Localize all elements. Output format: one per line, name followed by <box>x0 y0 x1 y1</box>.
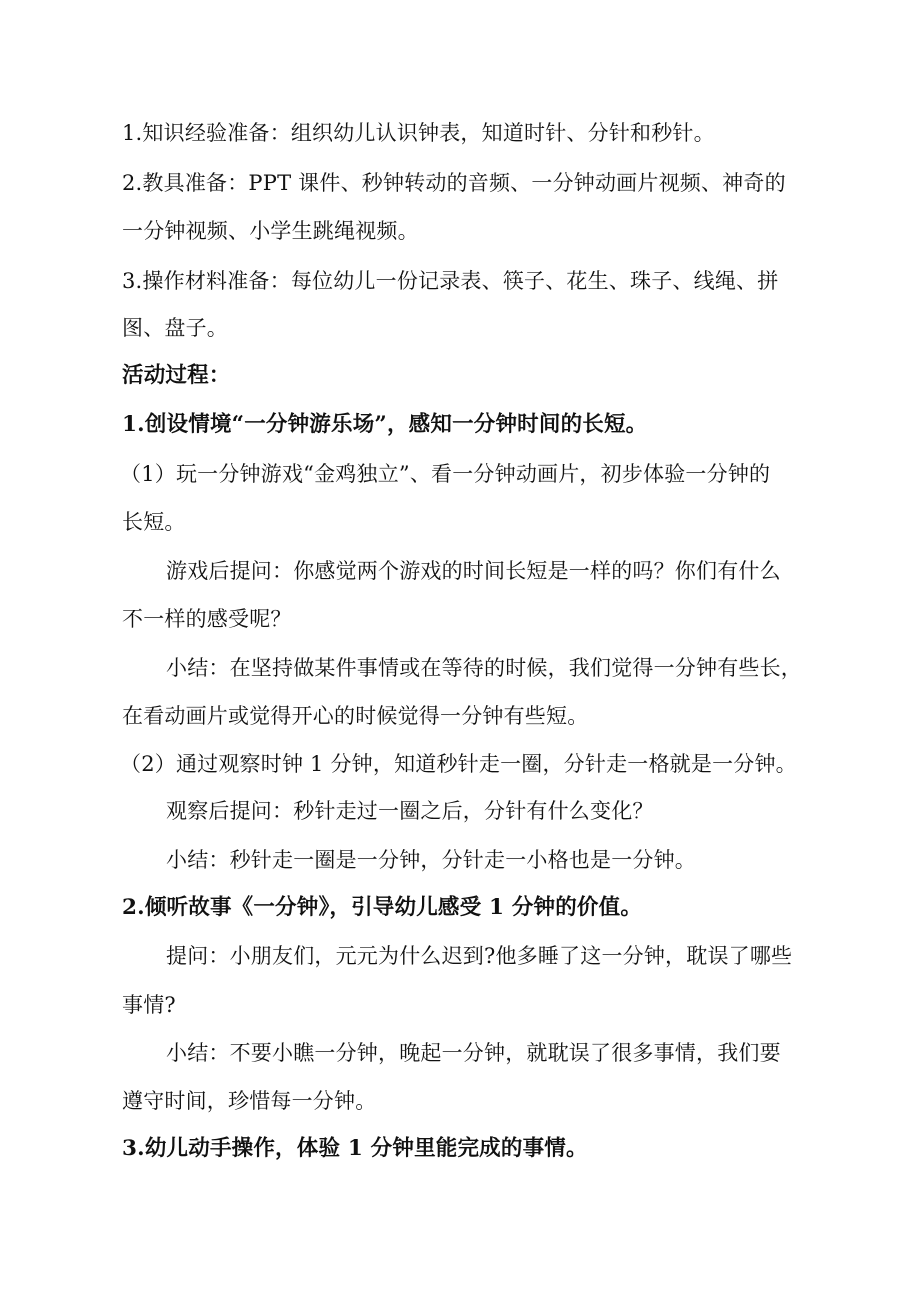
step-1-question-line-1: 游戏后提问：你感觉两个游戏的时间长短是一样的吗？你们有什么 <box>166 559 781 583</box>
step-2-heading: 2.倾听故事《一分钟》，引导幼儿感受 1 分钟的价值。 <box>122 895 643 920</box>
step-1-question-line-2: 不一样的感受呢？ <box>122 607 292 631</box>
step-1-sub-1-line-1: （1）玩一分钟游戏“金鸡独立”、看一分钟动画片，初步体验一分钟的 <box>120 462 771 486</box>
step-1-observe-summary: 小结：秒针走一圈是一分钟，分针走一小格也是一分钟。 <box>166 848 696 872</box>
step-1-sub-1-line-2: 长短。 <box>122 510 186 534</box>
step-1-heading: 1.创设情境“一分钟游乐场”，感知一分钟时间的长短。 <box>122 412 648 437</box>
step-1-summary-line-2: 在看动画片或觉得开心的时候觉得一分钟有些短。 <box>122 704 589 728</box>
step-2-question-line-2: 事情? <box>122 993 176 1017</box>
section-heading-activity-process: 活动过程： <box>122 363 231 388</box>
step-1-summary-line-1: 小结：在坚持做某件事情或在等待的时候，我们觉得一分钟有些长， <box>166 656 802 680</box>
prep-teaching-aids-line-2: 一分钟视频、小学生跳绳视频。 <box>122 219 419 243</box>
prep-knowledge-line: 1.知识经验准备：组织幼儿认识钟表，知道时针、分针和秒针。 <box>122 121 715 145</box>
step-1-sub-2-line: （2）通过观察时钟 1 分钟，知道秒针走一圈，分针走一格就是一分钟。 <box>120 752 797 776</box>
step-2-question-line-1: 提问：小朋友们，元元为什么迟到?他多睡了这一分钟，耽误了哪些 <box>166 944 793 968</box>
step-1-observe-question: 观察后提问：秒针走过一圈之后，分针有什么变化？ <box>166 799 654 823</box>
step-3-heading: 3.幼儿动手操作，体验 1 分钟里能完成的事情。 <box>122 1136 588 1161</box>
prep-teaching-aids-line-1: 2.教具准备：PPT 课件、秒钟转动的音频、一分钟动画片视频、神奇的 <box>122 171 786 195</box>
prep-materials-line-2: 图、盘子。 <box>122 316 228 340</box>
prep-materials-line-1: 3.操作材料准备：每位幼儿一份记录表、筷子、花生、珠子、线绳、拼 <box>122 269 779 293</box>
step-2-summary-line-2: 遵守时间，珍惜每一分钟。 <box>122 1089 377 1113</box>
step-2-summary-line-1: 小结：不要小瞧一分钟，晚起一分钟，就耽误了很多事情，我们要 <box>166 1041 781 1065</box>
